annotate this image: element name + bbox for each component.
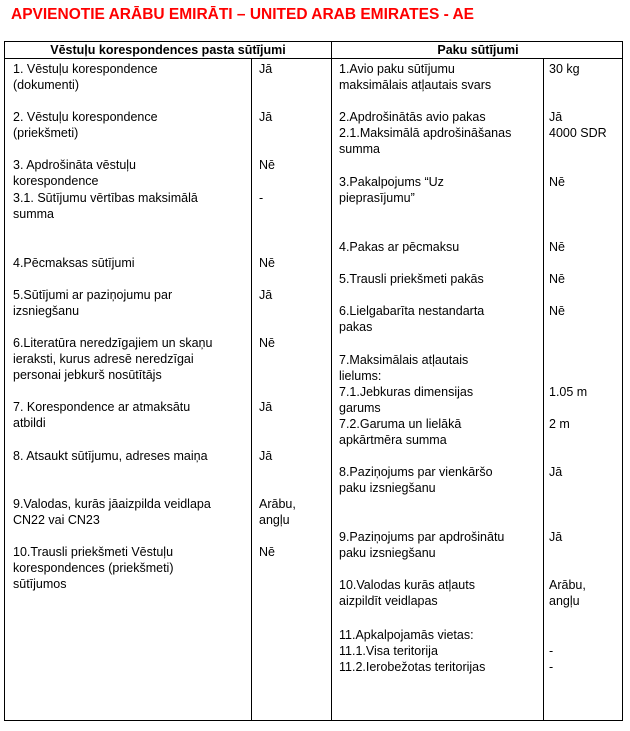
right-row-label: 7.Maksimālais atļautais lielums:: [339, 353, 469, 383]
left-section-header: Vēstuļu korespondences pasta sūtījumi: [50, 43, 286, 57]
right-row-label: 1.Avio paku sūtījumu maksimālais atļautais svars: [339, 62, 492, 92]
header-divider: [5, 58, 622, 59]
right-row-label: 9.Paziņojums par apdrošinātu paku izsniegšanu: [339, 530, 505, 560]
center-column-divider: [331, 42, 332, 720]
right-row-label: 11.Apkalpojamās vietas:: [339, 628, 474, 642]
right-row-label: 2.Apdrošinātās avio pakas: [339, 110, 486, 124]
left-row-value: Jā: [259, 110, 273, 124]
right-row-value: Nē: [549, 304, 565, 318]
left-row-value: -: [259, 191, 264, 205]
left-row-label: 5.Sūtījumi ar paziņojumu par izsniegšanu: [13, 288, 173, 318]
left-value-column-divider: [251, 58, 252, 720]
left-row-label: 2. Vēstuļu korespondence (priekšmeti): [13, 110, 158, 140]
right-row-label: 2.1.Maksimālā apdrošināšanas summa: [339, 126, 512, 156]
services-table: [4, 41, 623, 721]
right-row-label: 7.1.Jebkuras dimensijas garums: [339, 385, 474, 415]
left-row-label: 3. Apdrošināta vēstuļu korespondence: [13, 158, 136, 188]
left-row-value: Jā: [259, 62, 273, 76]
right-row-label: 11.2.Ierobežotas teritorijas: [339, 660, 486, 674]
right-row-value: Nē: [549, 175, 565, 189]
right-row-value: Arābu, angļu: [549, 578, 586, 608]
right-row-value: Jā: [549, 465, 563, 479]
left-row-label: 3.1. Sūtījumu vērtības maksimālā summa: [13, 191, 198, 221]
right-row-label: 7.2.Garuma un lielākā apkārtmēra summa: [339, 417, 462, 447]
right-row-value: Nē: [549, 240, 565, 254]
right-row-label: 8.Paziņojums par vienkāršo paku izsniegšanu: [339, 465, 493, 495]
left-row-label: 10.Trausli priekšmeti Vēstuļu korespondences (priekšmeti) sūtījumos: [13, 545, 174, 591]
left-row-value: Nē: [259, 336, 275, 350]
left-row-label: 7. Korespondence ar atmaksātu atbildi: [13, 400, 191, 430]
page-title: APVIENOTIE ARĀBU EMIRĀTI – UNITED ARAB EMIRATES - AE: [11, 6, 475, 23]
right-row-value: Jā: [549, 110, 563, 124]
left-row-value: Nē: [259, 256, 275, 270]
left-row-label: 8. Atsaukt sūtījumu, adreses maiņa: [13, 449, 208, 463]
right-row-value: 1.05 m: [549, 385, 588, 399]
left-row-value: Jā: [259, 449, 273, 463]
left-row-value: Jā: [259, 288, 273, 302]
left-row-label: 4.Pēcmaksas sūtījumi: [13, 256, 135, 270]
right-row-label: 5.Trausli priekšmeti pakās: [339, 272, 484, 286]
right-section-header: Paku sūtījumi: [437, 43, 519, 57]
right-row-label: 11.1.Visa teritorija: [339, 644, 438, 658]
right-row-value: Jā: [549, 530, 563, 544]
right-row-value: 4000 SDR: [549, 126, 607, 140]
right-row-label: 10.Valodas kurās atļauts aizpildīt veidlapas: [339, 578, 475, 608]
right-row-value: 30 kg: [549, 62, 580, 76]
left-row-label: 6.Literatūra neredzīgajiem un skaņu ieraksti, kurus adresē neredzīgai personai jebkurš nosūtītājs: [13, 336, 213, 382]
right-row-label: 4.Pakas ar pēcmaksu: [339, 240, 460, 254]
right-row-value: -: [549, 644, 554, 658]
right-row-value: -: [549, 660, 554, 674]
left-row-value: Jā: [259, 400, 273, 414]
left-row-value: Nē: [259, 158, 275, 172]
left-row-value: Arābu, angļu: [259, 497, 296, 527]
left-row-label: 1. Vēstuļu korespondence (dokumenti): [13, 62, 158, 92]
right-row-value: Nē: [549, 272, 565, 286]
right-value-column-divider: [543, 58, 544, 720]
left-row-value: Nē: [259, 545, 275, 559]
right-row-value: 2 m: [549, 417, 570, 431]
right-row-label: 3.Pakalpojums “Uz pieprasījumu”: [339, 175, 444, 205]
left-row-label: 9.Valodas, kurās jāaizpilda veidlapa CN22 vai CN23: [13, 497, 211, 527]
right-row-label: 6.Lielgabarīta nestandarta pakas: [339, 304, 485, 334]
